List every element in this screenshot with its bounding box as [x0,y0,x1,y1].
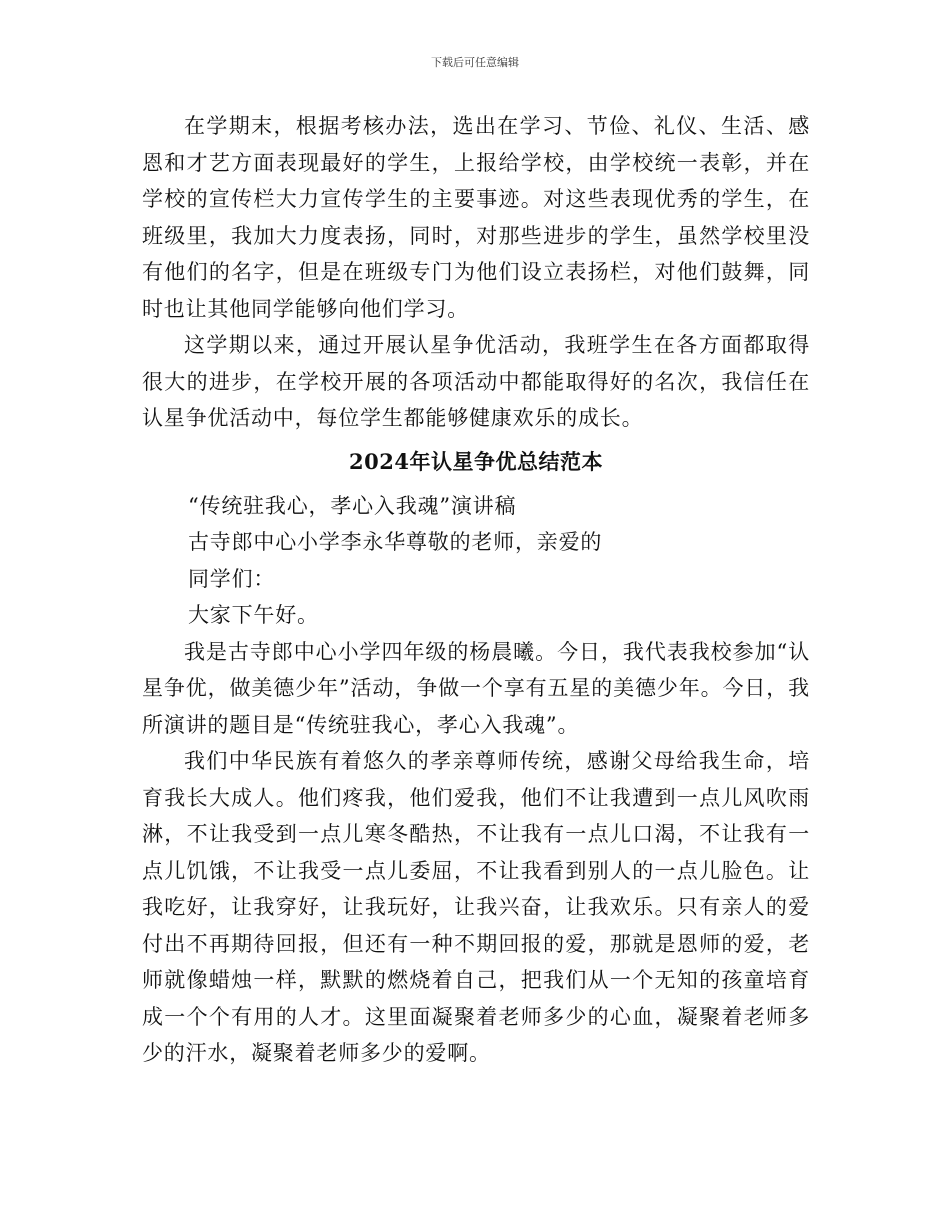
page-header-note: 下载后可任意编辑 [431,56,519,69]
paragraph-speaker-intro: 我是古寺郎中心小学四年级的杨晨曦。今日，我代表我校参加“认星争优，做美德少年”活动，争做一个享有五星的美德少年。今日，我所演讲的题目是“传统驻我心，孝心入我魂”。 [142,639,810,737]
paragraph-term-end-commendation: 在学期末，根据考核办法，选出在学习、节俭、礼仪、生活、感恩和才艺方面表现最好的学生，上报给学校，由学校统一表彰，并在学校的宣传栏大力宣传学生的主要事迹。对这些表现优秀的学生，在班级里，我加大力度表扬，同时，对那些进步的学生，虽然学校里没有他们的名字，但是在班级专门为他们设立表扬栏，对他们鼓舞，同时也让其他同学能够向他们学习。 [142,114,810,321]
paragraph-semester-progress: 这学期以来，通过开展认星争优活动，我班学生在各方面都取得很大的进步，在学校开展的各项活动中都能取得好的名次，我信任在认星争优活动中，每位学生都能够健康欢乐的成长。 [142,333,810,430]
speech-title: “传统驻我心，孝心入我魂”演讲稿 [188,493,517,518]
paragraph-filial-respect: 我们中华民族有着悠久的孝亲尊师传统，感谢父母给我生命，培育我长大成人。他们疼我，他们爱我，他们不让我遭到一点儿风吹雨淋，不让我受到一点儿寒冬酷热，不让我有一点儿口渴，不让我有一点儿饥饿，不让我受一点儿委屈，不让我看到别人的一点儿脸色。让我吃好，让我穿好，让我玩好，让我兴奋，让我欢乐。只有亲人的爱付出不再期待回报，但还有一种不期回报的爱，那就是恩师的爱，老师就像蜡烛一样，默默的燃烧着自己，把我们从一个无知的孩童培育成一个个有用的人才。这里面凝聚着老师多少的心血，凝聚着老师多少的汗水，凝聚着老师多少的爱啊。 [142,749,810,1065]
section-title: 2024年认星争优总结范本 [349,448,603,474]
speech-author-line: 古寺郎中心小学李永华尊敬的老师，亲爱的 [188,530,603,554]
speech-greeting: 大家下午好。 [188,603,319,627]
document-body [142,108,810,1072]
speech-salutation: 同学们： [188,566,276,591]
